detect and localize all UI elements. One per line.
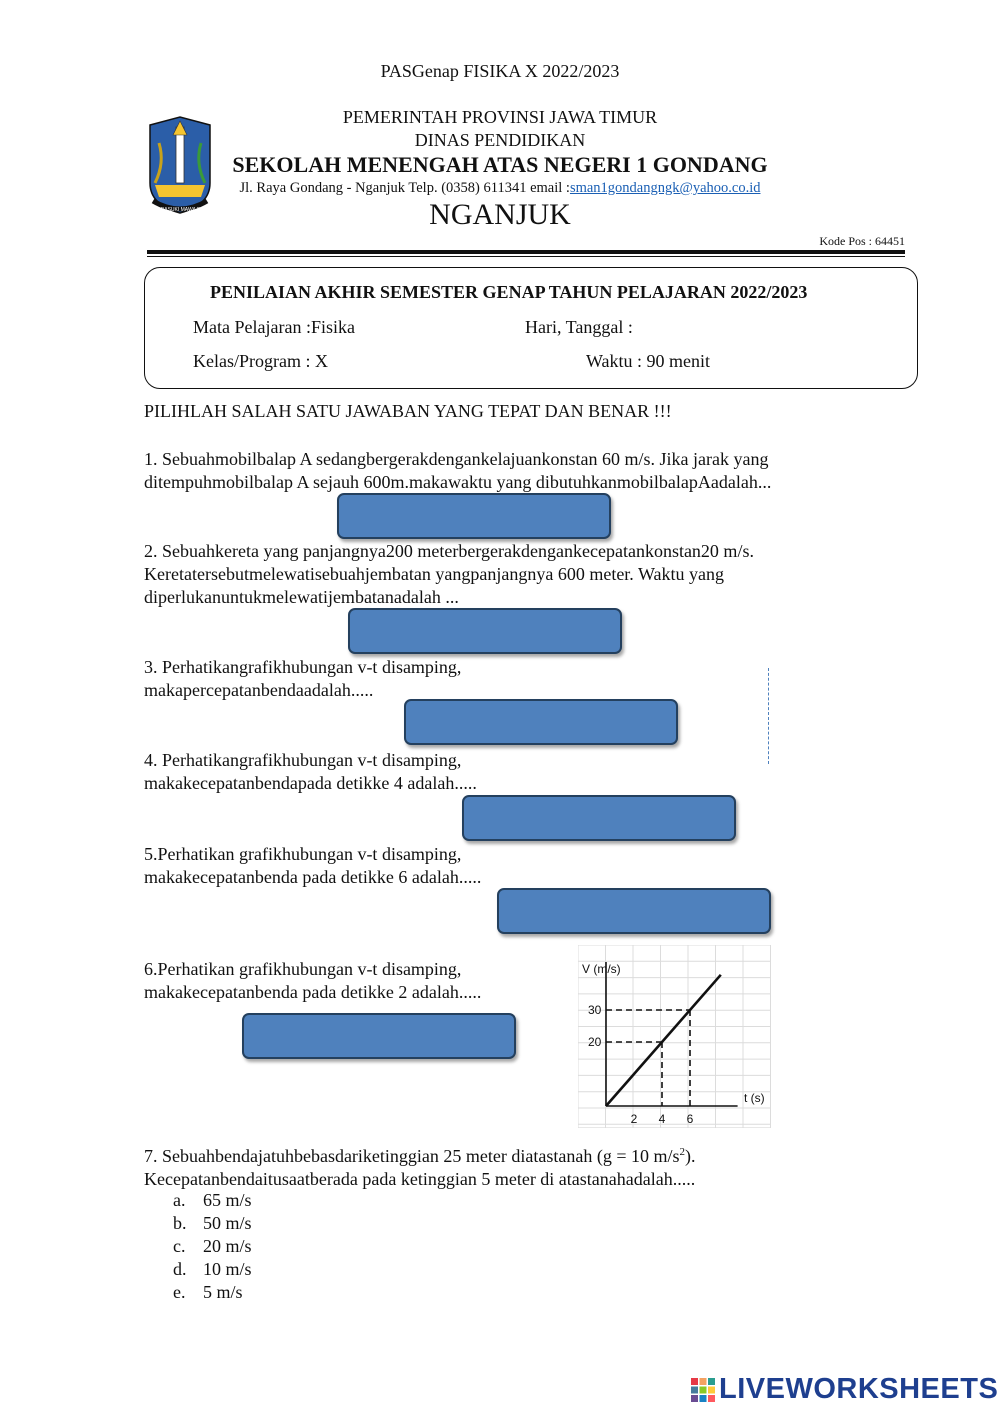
dashed-marker-line [768, 668, 769, 764]
exam-subject: Mata Pelajaran :Fisika [193, 317, 355, 337]
instruction: PILIHLAH SALAH SATU JAWABAN YANG TEPAT DAN BENAR !!! [144, 401, 672, 421]
answer-input-3[interactable] [406, 701, 676, 743]
question-4 [144, 749, 477, 795]
option-text: 50 m/s [203, 1213, 252, 1233]
answer-box-4[interactable] [462, 795, 736, 841]
question-5-line: 5.Perhatikan grafikhubungan v-t disamping, [144, 844, 462, 864]
answer-box-1[interactable] [337, 493, 611, 539]
answer-input-5[interactable] [499, 890, 769, 932]
question-7-text-end: ). [685, 1146, 696, 1166]
question-1-line: 1. Sebuahmobilbalap A sedangbergerakdengankelajuankonstan 60 m/s. Jika jarak yang [144, 449, 769, 469]
liveworksheets-icon [690, 1377, 716, 1403]
gov-line: PEMERINTAH PROVINSI JAWA TIMUR [342, 107, 658, 127]
question-3 [144, 656, 461, 702]
answer-input-4[interactable] [464, 797, 734, 839]
question-7-line-1 [144, 1141, 696, 1168]
postal-code: Kode Pos : 64451 [819, 234, 905, 248]
question-2-line: 2. Sebuahkereta yang panjangnya200 meterbergerakdengankecepatankonstan20 m/s. [144, 541, 754, 561]
question-2 [144, 540, 754, 609]
x-tick-label: 4 [658, 1112, 666, 1126]
option-c[interactable] [173, 1235, 252, 1258]
option-text: 20 m/s [203, 1236, 252, 1256]
option-e[interactable] [173, 1281, 243, 1304]
header-rule-thick [147, 250, 905, 254]
y-tick-label: 30 [588, 1003, 602, 1017]
question-6-line: 6.Perhatikan grafikhubungan v-t disamping, [144, 959, 462, 979]
answer-input-6[interactable] [244, 1015, 514, 1057]
question-3-line: makapercepatanbendaadalah..... [144, 680, 374, 700]
question-3-line: 3. Perhatikangrafikhubungan v-t disamping, [144, 657, 462, 677]
school-address [0, 180, 1000, 197]
header-rule-thin [147, 256, 905, 257]
option-letter: a. [173, 1190, 186, 1210]
address-text: Jl. Raya Gondang - Nganjuk Telp. (0358) 611341 email : [239, 180, 570, 196]
brand-name: LIVEWORKSHEETS [719, 1373, 999, 1405]
superscript: 2 [679, 1146, 685, 1158]
answer-box-3[interactable] [404, 699, 678, 745]
exam-title: PENILAIAN AKHIR SEMESTER GENAP TAHUN PELAJARAN 2022/2023 [210, 282, 808, 302]
city: NGANJUK [429, 198, 571, 231]
option-d[interactable] [173, 1258, 252, 1281]
logo-motto: JER BASUKI MAWA BEYA [150, 207, 210, 213]
email-link[interactable]: sman1gondangngk@yahoo.co.id [569, 180, 761, 196]
question-1-line: ditempuhmobilbalap A sejauh 600m.makawaktu yang dibutuhkanmobilbalapAadalah... [144, 472, 772, 492]
x-axis-label: t (s) [744, 1091, 765, 1105]
answer-box-6[interactable] [242, 1013, 516, 1059]
y-axis-label: V (m/s) [582, 962, 621, 976]
question-7-text: 7. Sebuahbendajatuhbebasdariketinggian 25 meter diatastanah (g = 10 m/s [144, 1146, 680, 1166]
answer-input-1[interactable] [339, 495, 609, 537]
question-2-line: diperlukanuntukmelewatijembatanadalah ... [144, 587, 459, 607]
x-tick-label: 2 [630, 1112, 638, 1126]
top-title: PASGenap FISIKA X 2022/2023 [380, 61, 620, 81]
liveworksheets-brand[interactable] [690, 1373, 998, 1406]
option-text: 5 m/s [203, 1282, 243, 1302]
option-text: 65 m/s [203, 1190, 252, 1210]
question-2-line: Keretatersebutmelewatisebuahjembatan yangpanjangnya 600 meter. Waktu yang [144, 564, 725, 584]
question-4-line: makakecepatanbendapada detikke 4 adalah..... [144, 773, 477, 793]
question-6-line: makakecepatanbenda pada detikke 2 adalah..... [144, 982, 482, 1002]
x-tick-label: 6 [686, 1112, 694, 1126]
dept-line: DINAS PENDIDIKAN [414, 130, 586, 150]
option-b[interactable] [173, 1212, 252, 1235]
option-letter: b. [173, 1213, 187, 1233]
question-5-line: makakecepatanbenda pada detikke 6 adalah..... [144, 867, 482, 887]
y-tick-label: 20 [588, 1035, 602, 1049]
answer-box-5[interactable] [497, 888, 771, 934]
question-5 [144, 843, 481, 889]
exam-date: Hari, Tanggal : [525, 317, 633, 337]
question-7 [144, 1141, 696, 1191]
option-text: 10 m/s [203, 1259, 252, 1279]
question-4-line: 4. Perhatikangrafikhubungan v-t disamping, [144, 750, 462, 770]
exam-time: Waktu : 90 menit [586, 351, 711, 371]
vt-graph [578, 945, 771, 1128]
option-letter: d. [173, 1259, 187, 1279]
answer-box-2[interactable] [348, 608, 622, 654]
option-a[interactable] [173, 1189, 252, 1212]
school-name: SEKOLAH MENENGAH ATAS NEGERI 1 GONDANG [232, 152, 768, 177]
option-letter: e. [173, 1282, 186, 1302]
option-letter: c. [173, 1236, 186, 1256]
answer-input-2[interactable] [350, 610, 620, 652]
question-7-line-2: Kecepatanbendaitusaatberada pada ketinggian 5 meter di atastanahadalah..... [144, 1169, 696, 1189]
exam-class: Kelas/Program : X [193, 351, 328, 371]
question-1 [144, 448, 771, 494]
question-6 [144, 958, 481, 1004]
